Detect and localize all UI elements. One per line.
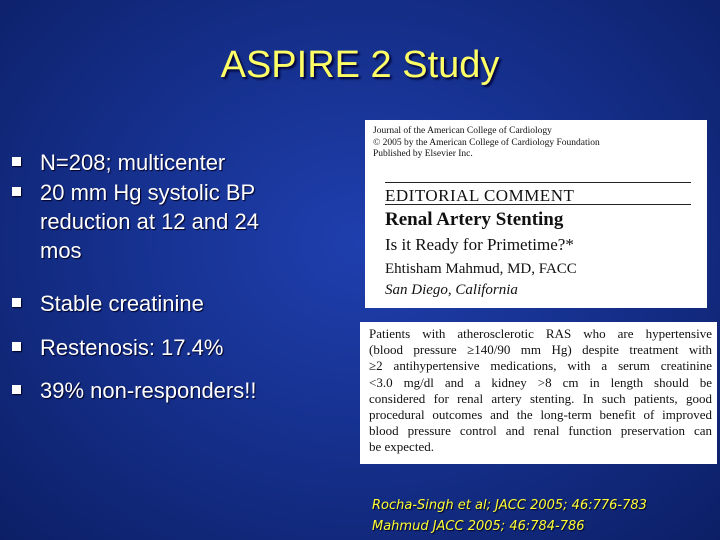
excerpt-line: be expected. — [369, 439, 434, 455]
journal-masthead: Journal of the American College of Cardiology © 2005 by the American College of Cardiology Foundation Published by Elsevier Inc. — [373, 126, 600, 159]
bullet-text: 20 mm Hg systolic BP reduction at 12 and 24 mos — [40, 180, 259, 263]
square-bullet-icon — [12, 298, 21, 307]
editorial-heading: Renal Artery Stenting — [385, 209, 564, 230]
editorial-location: San Diego, California — [385, 282, 518, 298]
editorial-clipping — [365, 120, 707, 308]
excerpt-clipping — [360, 322, 717, 464]
excerpt-line: (blood pressure ≥140/90 mm Hg) despite treatment with — [369, 342, 712, 358]
square-bullet-icon — [12, 385, 21, 394]
square-bullet-icon — [12, 342, 21, 351]
bullet-text: N=208; multicenter — [40, 150, 226, 175]
excerpt-line: ≥2 antihypertensive medications, with a serum creatinine — [369, 358, 712, 374]
excerpt-line: <3.0 mg/dl and a kidney >8 cm in length should be — [369, 374, 712, 390]
excerpt-line: procedural outcomes and the long-term benefit of improved — [369, 407, 712, 423]
section-rule — [385, 182, 691, 183]
excerpt-line: considered for renal artery stenting. In such patients, good — [369, 390, 712, 406]
bullet-text: Stable creatinine — [40, 291, 204, 316]
square-bullet-icon — [12, 157, 21, 166]
square-bullet-icon — [12, 187, 21, 196]
excerpt-line: blood pressure control and renal function preservation can — [369, 423, 712, 439]
excerpt-line: Patients with atherosclerotic RAS who are hypertensive — [369, 326, 712, 341]
citation-line: Rocha-Singh et al; JACC 2005; 46:776-783 — [372, 498, 647, 513]
citations — [372, 495, 717, 537]
excerpt-paragraph — [369, 326, 712, 456]
bullet-text: Restenosis: 17.4% — [40, 335, 224, 360]
citation-line: Mahmud JACC 2005; 46:784-786 — [372, 519, 585, 534]
editorial-author: Ehtisham Mahmud, MD, FACC — [385, 261, 577, 277]
editorial-subheading: Is it Ready for Primetime?* — [385, 235, 574, 254]
slide-title: ASPIRE 2 Study — [220, 44, 500, 86]
bullet-text: 39% non-responders!! — [40, 378, 257, 403]
editorial-section-label: EDITORIAL COMMENT — [385, 186, 575, 205]
